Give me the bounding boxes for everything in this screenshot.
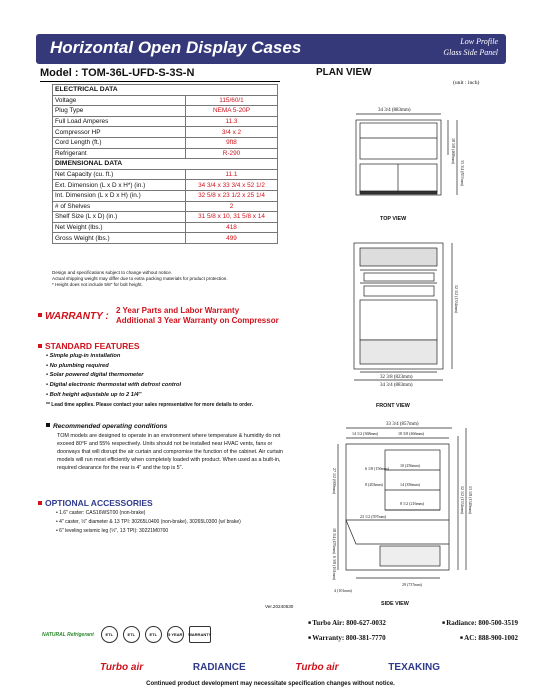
front-view-label: FRONT VIEW — [376, 403, 410, 409]
spec-label: Ext. Dimension (L x D x H*) (in.) — [53, 180, 186, 191]
spec-note: Actual shipping weight may differ due to extra packing materials for product protection. — [52, 276, 228, 281]
recommended-heading-text: Recommended operating conditions — [53, 423, 168, 430]
header-subtitle-line2: Glass Side Panel — [443, 48, 498, 57]
page-title: Horizontal Open Display Cases — [50, 38, 302, 57]
side-view-interior — [385, 450, 440, 510]
warranty-label — [38, 311, 109, 322]
unit-label: (unit : inch) — [453, 80, 480, 86]
table-row — [53, 222, 278, 233]
table-row — [53, 169, 278, 180]
list-item: • Simple plug-in installation — [46, 352, 296, 362]
lead-time-note: ** Lead time applies. Please contact your sales representative for more details to order. — [46, 401, 254, 408]
spec-note: Design and specifications subject to change without notice. — [52, 270, 173, 275]
table-row — [53, 233, 278, 244]
shelf — [364, 286, 434, 296]
spec-section-row — [53, 159, 278, 170]
side-top-a-dim: 14 1/2 (368mm) — [352, 431, 378, 436]
brand-logo: RADIANCE — [192, 661, 246, 673]
table-row — [53, 201, 278, 212]
side-top-b-dim: 18 3/8 (466mm) — [398, 431, 424, 436]
list-item: • 6" leveling seismic leg (½", 13 TPI): 30221M0700 — [56, 528, 169, 534]
bullet-icon — [38, 344, 42, 348]
spec-notes — [52, 270, 282, 288]
recommended-heading — [46, 423, 167, 430]
shelf — [364, 273, 434, 281]
spec-label: Net Capacity (cu. ft.) — [53, 169, 186, 180]
list-item: • No plumbing required — [46, 362, 296, 372]
warranty-year-icon: 5 YEAR — [167, 626, 184, 643]
model-number: Model : TOM-36L-UFD-S-3S-N — [40, 67, 195, 79]
list-item: • Bolt height adjustable up to 2 1/4" — [46, 391, 296, 401]
side-right-inner-dim: 52 1/2 (1334mm) — [460, 486, 465, 514]
contact-radiance: ■ Radiance: 800-500-3519 — [442, 616, 518, 631]
warranty-line1: 2 Year Parts and Labor Warranty — [116, 306, 240, 315]
spec-value: 2 — [186, 201, 278, 212]
spec-value: 34 3/4 x 33 3/4 x 52 1/2 — [186, 180, 278, 191]
top-view-drawing — [356, 114, 457, 195]
top-view-inner — [360, 123, 437, 159]
brand-row — [100, 658, 440, 676]
side-right-outer-dim: 53 1/8 (1349mm) — [468, 486, 473, 514]
spec-value: 31 5/8 x 10, 31 5/8 x 14 — [186, 212, 278, 223]
top-view-bumper — [360, 191, 437, 194]
side-view-label: SIDE VIEW — [381, 601, 409, 607]
front-outer-width-dim: 34 3/4 (883mm) — [380, 383, 413, 388]
table-row — [53, 212, 278, 223]
table-row — [53, 137, 278, 148]
spec-label: Shelf Size (L x D) (in.) — [53, 212, 186, 223]
spec-value: 32 5/8 x 23 1/2 x 25 1/4 — [186, 190, 278, 201]
brand-logo: Turbo air — [100, 661, 144, 673]
top-view-outline — [356, 120, 441, 195]
spec-value: 11.3 — [186, 116, 278, 127]
etl-cert-icon: ETL — [101, 626, 118, 643]
spec-value: NEMA 5-20P — [186, 106, 278, 117]
spec-label: # of Shelves — [53, 201, 186, 212]
features-heading — [38, 341, 140, 351]
table-row — [53, 190, 278, 201]
front-glass — [346, 520, 449, 544]
table-row — [53, 106, 278, 117]
footer-note: Continued product development may necessitate specification changes without notice. — [146, 681, 395, 687]
header-subtitle — [443, 36, 498, 58]
spec-label: Full Load Amperes — [53, 116, 186, 127]
spec-value: R-290 — [186, 148, 278, 159]
top-view-front — [360, 164, 437, 192]
warranty-label-text: WARRANTY : — [45, 311, 109, 322]
side-bottom-dim: 29 (737mm) — [402, 582, 422, 587]
spec-section-heading: DIMENSIONAL DATA — [53, 159, 278, 170]
side-h1-dim: 27 1/2 (699mm) — [332, 468, 337, 494]
contact-turbo-air: ■ Turbo Air: 800-627-0032 — [308, 616, 386, 631]
recommended-body: TOM models are designed to operate in an environment where temperature & humidity do not exceed 80°F and 55% respectively. Units should not be installed near HVAC vents, fans or doorways that will disrupt the air curtain and compromise the function of the cabinet. Air curtain models will run most efficiently when completely loaded with product. When used as a built-in, required clearance for the rear is 4" and the top is 5". — [57, 433, 283, 472]
front-view-outline — [354, 243, 443, 369]
contacts-block — [308, 616, 518, 646]
spec-section-row — [53, 85, 278, 96]
plan-view-title: PLAN VIEW — [316, 67, 372, 78]
brand-logo: TEXAKING — [388, 661, 440, 673]
spec-label: Int. Dimension (L x D x H) (in.) — [53, 190, 186, 201]
spec-label: Plug Type — [53, 106, 186, 117]
spec-value: 11.1 — [186, 169, 278, 180]
side-total-dim: 33 3/4 (857mm) — [386, 422, 419, 427]
bullet-icon — [38, 313, 42, 317]
shelf-c-dim: 8 (203mm) — [365, 482, 383, 487]
side-view-base — [380, 546, 440, 566]
warranty-line2: Additional 3 Year Warranty on Compressor — [116, 316, 279, 325]
features-heading-text: STANDARD FEATURES — [45, 341, 140, 351]
contact-warranty: ■ Warranty: 800-381-7770 — [308, 631, 386, 646]
side-view-outline — [346, 444, 449, 570]
shelf-a-dim: 10 (256mm) — [400, 463, 420, 468]
side-view-drawing — [338, 428, 466, 578]
top-width-dim: 34 3/4 (883mm) — [378, 108, 411, 113]
spec-table — [52, 84, 278, 244]
spec-note: * Height does not include 5/8" for bolt height. — [52, 282, 143, 287]
table-row — [53, 116, 278, 127]
spec-label: Net Weight (lbs.) — [53, 222, 186, 233]
spec-label: Gross Weight (lbs.) — [53, 233, 186, 244]
spec-value: 3/4 x 2 — [186, 127, 278, 138]
list-item: • 4" caster, ½" diameter & 13 TPI: 30265L0400 (non-brake), 30265L0300 (w/ brake) — [56, 519, 241, 525]
spec-section-heading: ELECTRICAL DATA — [53, 85, 278, 96]
shelf-e-dim: 8 1/2 (216mm) — [400, 501, 424, 506]
table-row — [53, 148, 278, 159]
bullet-icon — [46, 423, 50, 427]
spec-label: Voltage — [53, 95, 186, 106]
warranty-badge-icon: WARRANTY — [189, 626, 211, 643]
front-view-header — [360, 248, 437, 266]
side-h2-dim: 18 3/4 (476mm) — [332, 528, 337, 554]
warranty-lines — [116, 306, 279, 326]
side-h3-dim: 6 3/8 (161mm) — [332, 556, 337, 580]
certification-row — [42, 626, 211, 643]
front-view-base — [360, 340, 437, 364]
accessories-list — [56, 509, 296, 536]
bullet-icon — [38, 501, 42, 505]
top-depth-outer-dim: 33 3/4 (857mm) — [460, 160, 465, 186]
shelf-d-dim: 6 1/8 (156mm) — [365, 466, 389, 471]
accessories-heading — [38, 498, 153, 508]
top-depth-inner-dim: 18 5/8 (468mm) — [451, 138, 456, 164]
spec-value: 499 — [186, 233, 278, 244]
shelf-f-dim: 23 1/2 (597mm) — [360, 514, 386, 519]
header-subtitle-line1: Low Profile — [460, 37, 498, 46]
front-view-drawing — [354, 243, 452, 380]
spec-value: 9ft8 — [186, 137, 278, 148]
etl-cert-icon: ETL — [123, 626, 140, 643]
shelf-b-dim: 14 (356mm) — [400, 482, 420, 487]
list-item: • 1.6" caster: CAS16WST00 (non-brake) — [56, 510, 146, 516]
natural-refrigerant-logo: NATURAL Refrigerant — [42, 631, 94, 638]
table-row — [53, 180, 278, 191]
top-view-label: TOP VIEW — [380, 216, 407, 222]
front-height-dim: 52 1/2 (1334mm) — [454, 285, 459, 313]
header-bar — [36, 34, 506, 64]
list-item: • Digital electronic thermostat with defrost control — [46, 381, 296, 391]
contact-ac: ■ AC: 888-900-1002 — [460, 631, 518, 646]
list-item: • Solar powered digital thermometer — [46, 371, 296, 381]
spec-label: Compressor HP — [53, 127, 186, 138]
etl-cert-icon: ETL — [145, 626, 162, 643]
table-row — [53, 127, 278, 138]
front-view-case — [360, 300, 437, 340]
brand-logo: Turbo air — [295, 661, 339, 673]
spec-label: Refrigerant — [53, 148, 186, 159]
front-inner-width-dim: 32 3/8 (823mm) — [380, 375, 413, 380]
version-label: Ver.20240530 — [265, 604, 294, 609]
spec-label: Cord Length (ft.) — [53, 137, 186, 148]
features-list — [46, 352, 296, 410]
accessories-heading-text: OPTIONAL ACCESSORIES — [45, 498, 153, 508]
table-row — [53, 95, 278, 106]
spec-value: 418 — [186, 222, 278, 233]
spec-value: 115/60/1 — [186, 95, 278, 106]
side-base-dim: 4 (101mm) — [334, 588, 352, 593]
model-divider — [40, 81, 280, 82]
